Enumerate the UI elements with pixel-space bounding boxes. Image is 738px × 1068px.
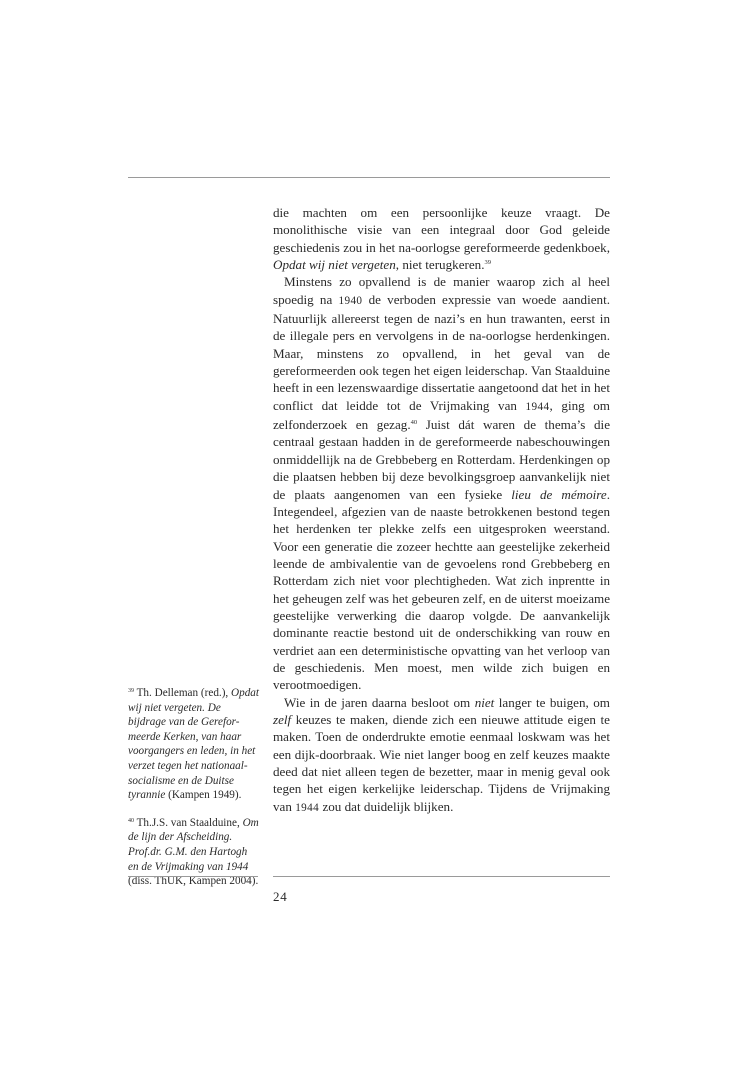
paragraph-text: , ging om zelfonderzoek en gezag. [273, 397, 610, 433]
footnote-publication: (diss. ThUK, Kampen 2004). [128, 875, 259, 888]
italic-word: niet [474, 694, 495, 710]
footnote-publication: (Kampen 1949). [165, 789, 242, 802]
footnote-number: 40 [128, 817, 134, 824]
paragraph-text: Wie in de jaren daarna besloot om [284, 694, 475, 710]
paragraph-2 [273, 273, 610, 693]
footer-rule-left [128, 876, 258, 877]
year: 1944 [295, 801, 320, 814]
footer-rule-right [273, 876, 610, 877]
italic-phrase: lieu de mémoire [511, 486, 607, 502]
paragraph-text: Juist dát waren de thema’s die centraal gestaan hadden in de gereformeerde nabeschouwingen onmiddellijk na de Grebbeberg en Rotterdam. Herdenkingen op die plaatsen hebben bij deze bevolkingsgroep aanvankelijk niet de plaats aangenomen van een fysieke [273, 417, 611, 502]
margin-notes [128, 686, 260, 902]
paragraph-text: de verboden expressie van woede aandient. Natuurlijk allereerst tegen de nazi’s en hun trawanten, eerst in de illegale pers en vervolgens in de na-oorlogse herdenkingen. Maar, minstens zo opvallend, in het geval van de gereformeerden ook tegen het eigen leiderschap. Van Staalduine heeft in een lezenswaardige dissertatie aangetoond dat het in het conflict dat leidde tot de Vrijmaking van [273, 291, 611, 413]
paragraph-1 [273, 204, 610, 273]
paragraph-text: keuzes te maken, diende zich een nieuwe attitude eigen te maken. Toen de onderdrukte emotie eenmaal loskwam was het een dijk-doorbraak. Wie niet langer boog en zelf keuzes maakte deed dat niet alleen tegen de bezetter, maar in menig geval ook tegen het eigen kerkelijke leiderschap. Tijdens de Vrijmaking van [273, 711, 610, 814]
footnote-40 [128, 816, 260, 889]
paragraph-text: , niet terugkeren. [395, 257, 485, 273]
paragraph-text: . Integendeel, afgezien van de naaste betrokkenen bestond tegen het herdenken ter plekke zelfs een uitgesproken weerstand. Voor een generatie die zozeer hechtte aan geestelijke zekerheid leende de ambivalentie van de gevoelens rond Grebbeberg en Rotterdam zich niet voor plechtigheden. Wat zich inprentte in het geheugen zelf was het gebeuren zelf, en de uiterst moeizame geestelijke verwerking die daarop volgde. De aanvankelijk dominante reactie bestond uit de onderschikking van rouw en verdriet aan een deterministische opvatting van het verloop van de geschiedenis. Men moest, men wilde zich buigen en verootmoedigen. [273, 486, 611, 693]
footnote-author: Th. Delleman (red.), [134, 687, 232, 699]
paragraph-text: langer te buigen, om [494, 694, 610, 710]
header-rule [128, 177, 610, 178]
paragraph-3 [273, 694, 610, 817]
page-number: 24 [273, 889, 288, 904]
paragraph-text: die machten om een persoonlijke keuze vraagt. De monolithische visie van een integraal door God geleide geschiedenis zou in het na-oorlogse gereformeerde gedenkboek, [273, 205, 610, 255]
paragraph-text: zou dat duidelijk blijken. [319, 798, 454, 814]
paragraph-text: Minstens zo opvallend is de manier waarop zich al heel spoedig na [273, 274, 610, 307]
book-title: Opdat wij niet vergeten [273, 257, 396, 273]
italic-word: zelf [273, 711, 292, 727]
footnote-ref-40[interactable]: 40 [410, 419, 418, 427]
footnote-39 [128, 686, 260, 803]
footnote-author: Th.J.S. van Staalduine, [134, 816, 243, 829]
year: 1944 [525, 400, 550, 413]
body-text [273, 204, 610, 817]
footnote-title: Om de lijn der Afscheiding. Prof.dr. G.M. den Hartogh en de Vrijmaking van 1944 [128, 816, 259, 873]
footnote-ref-39[interactable]: 39 [484, 259, 492, 267]
footnote-title: Opdat wij niet vergeten. De bijdrage van de Gerefor-meerde Kerken, van haar voorgangers en leden, in het verzet tegen het nationaal-socialisme en de Duitse tyrannie [128, 687, 259, 802]
footnote-number: 39 [128, 688, 134, 694]
year: 1940 [338, 294, 363, 307]
